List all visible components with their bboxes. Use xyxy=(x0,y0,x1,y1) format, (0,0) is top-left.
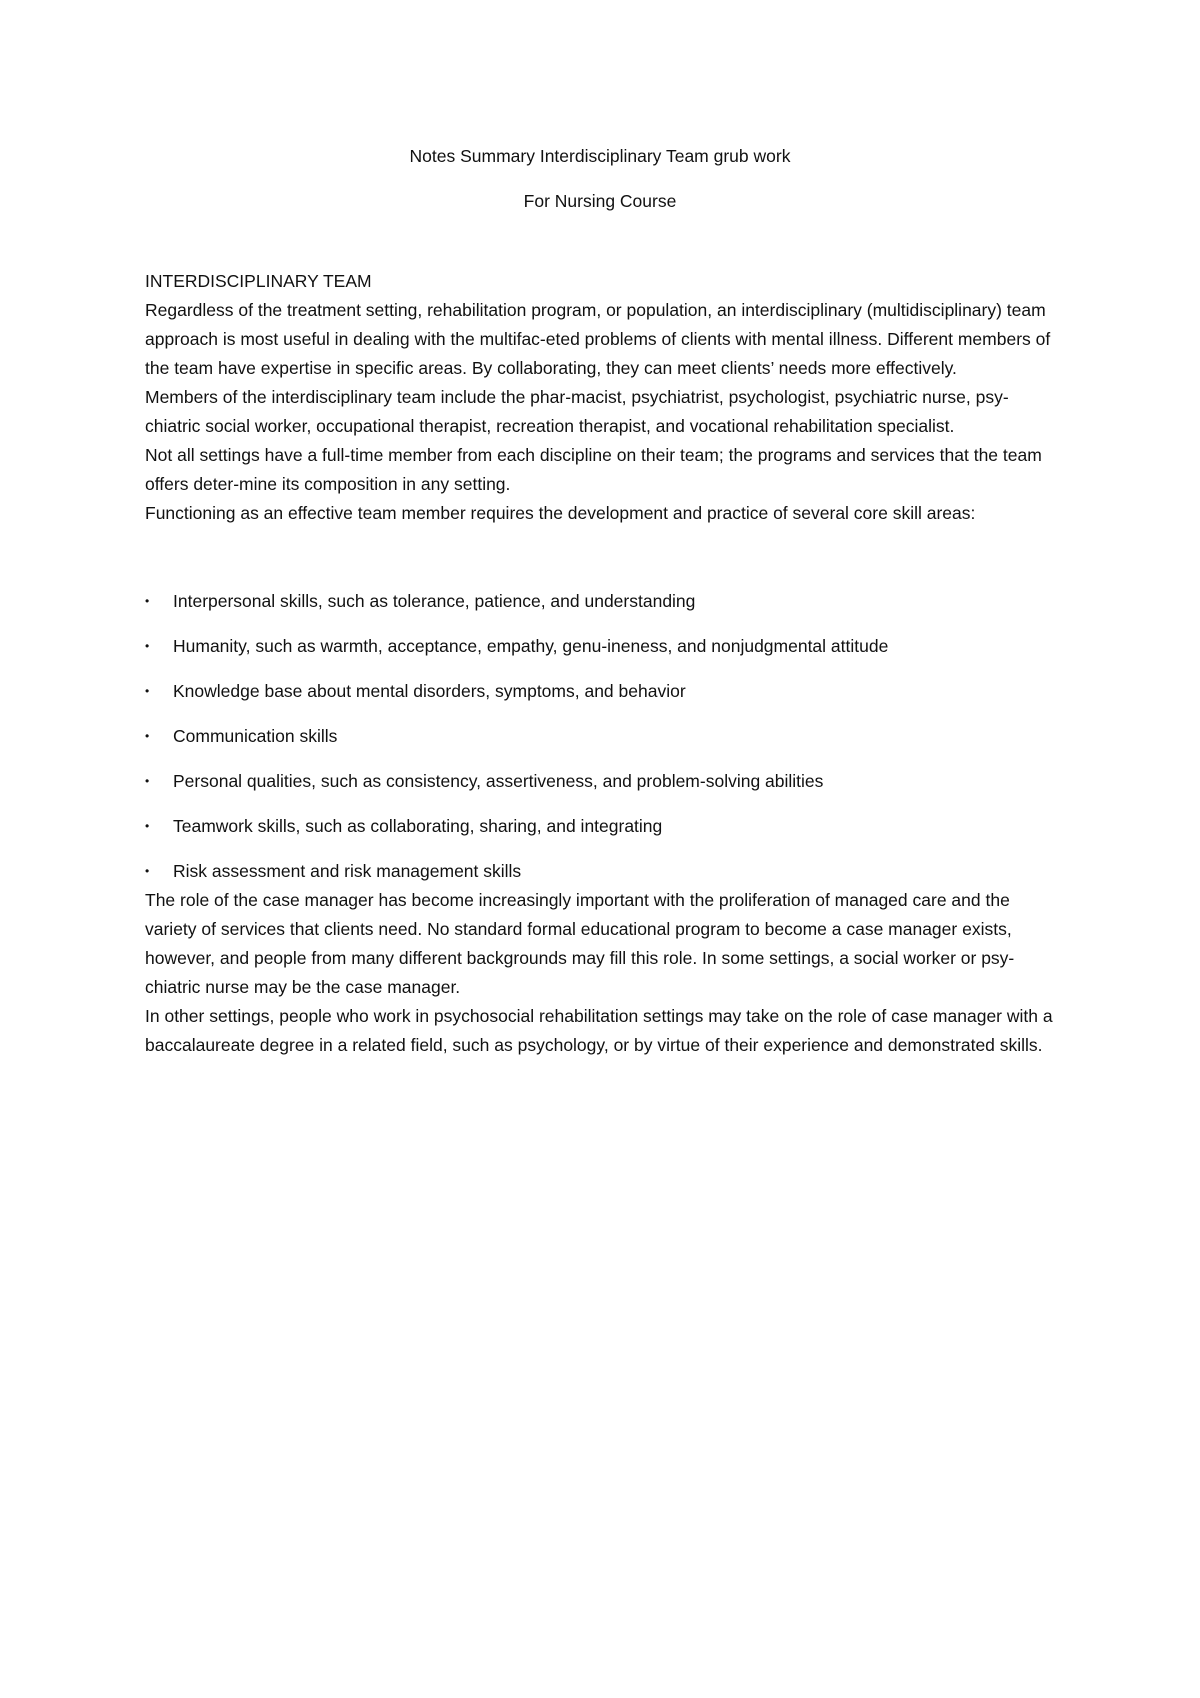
paragraph-case-manager-role: The role of the case manager has become increasingly important with the proliferation of managed care and the variety of services that clients need. No standard formal educational program to become a case manager exists, however, and people from many different backgrounds may fill this role. In some settings, a social worker or psy-chiatric nurse may be the case manager. xyxy=(145,890,1015,997)
bullet-icon: • xyxy=(145,819,150,833)
list-item-text: Communication skills xyxy=(173,726,338,746)
bullet-icon: • xyxy=(145,864,150,878)
bullet-icon: • xyxy=(145,639,150,653)
bullet-icon: • xyxy=(145,684,150,698)
paragraph-team-members: Members of the interdisciplinary team include the phar-macist, psychiatrist, psychologist, psychiatric nurse, psy-chiatric social worker, occupational therapist, recreation therapist, and vocational rehabilitation specialist. xyxy=(145,387,1009,436)
list-item-text: Teamwork skills, such as collaborating, sharing, and integrating xyxy=(173,816,663,836)
section-heading: INTERDISCIPLINARY TEAM xyxy=(145,271,372,291)
list-item xyxy=(145,587,1055,616)
bullet-icon: • xyxy=(145,729,150,743)
document-body xyxy=(145,142,1055,1060)
list-item xyxy=(145,857,1055,886)
list-item xyxy=(145,722,1055,751)
core-skills-list xyxy=(145,587,1055,886)
paragraph-team-composition: Not all settings have a full-time member from each discipline on their team; the programs and services that the team offers deter-mine its composition in any setting. xyxy=(145,445,1042,494)
list-item-text: Risk assessment and risk management skills xyxy=(173,861,522,881)
paragraph-team-approach: Regardless of the treatment setting, rehabilitation program, or population, an interdisciplinary (multidisciplinary) team approach is most useful in dealing with the multifac-eted problems of clients with mental illness. Different members of the team have expertise in specific areas. By collaborating, they can meet clients’ needs more effectively. xyxy=(145,300,1051,378)
list-item-text: Interpersonal skills, such as tolerance, patience, and understanding xyxy=(173,591,696,611)
paragraph-case-manager-settings: In other settings, people who work in psychosocial rehabilitation settings may take on the role of case manager with a baccalaureate degree in a related field, such as psychology, or by virtue of their experience and demonstrated skills. xyxy=(145,1006,1053,1055)
list-item xyxy=(145,677,1055,706)
list-item-text: Personal qualities, such as consistency, assertiveness, and problem-solving abilities xyxy=(173,771,824,791)
bullet-icon: • xyxy=(145,774,150,788)
list-item-text: Humanity, such as warmth, acceptance, empathy, genu-ineness, and nonjudgmental attitude xyxy=(173,636,889,656)
list-item-text: Knowledge base about mental disorders, symptoms, and behavior xyxy=(173,681,686,701)
document-subtitle: For Nursing Course xyxy=(523,191,677,211)
list-item xyxy=(145,632,1055,661)
bullet-icon: • xyxy=(145,594,150,608)
document-title: Notes Summary Interdisciplinary Team grub work xyxy=(409,146,791,166)
list-item xyxy=(145,767,1055,796)
paragraph-core-skills-intro: Functioning as an effective team member requires the development and practice of several core skill areas: xyxy=(145,503,976,523)
list-item xyxy=(145,812,1055,841)
